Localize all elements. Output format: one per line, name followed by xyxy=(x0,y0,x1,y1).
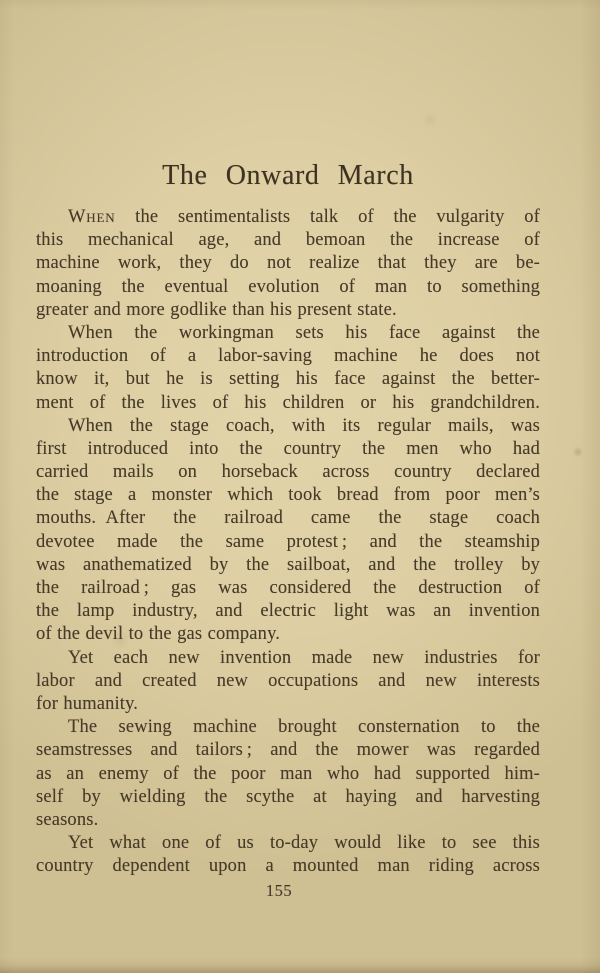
paragraph xyxy=(36,206,540,322)
text-line: the lamp industry, and electric light was an invention xyxy=(36,601,540,622)
text-line: When the workingman sets his face against the xyxy=(68,322,540,343)
paragraph xyxy=(36,322,540,415)
text-line: the railroad ; gas was considered the destruction of xyxy=(36,578,540,598)
text-line: introduction of a labor-saving machine he does not xyxy=(36,346,540,367)
text-line: ment of the lives of his children or his grandchildren. xyxy=(36,392,540,413)
text-line: the stage a monster which took bread from poor men’s xyxy=(36,485,540,506)
page-number: 155 xyxy=(265,881,293,900)
text-line: of the devil to the gas company. xyxy=(36,624,281,645)
lead-word: When xyxy=(68,207,116,227)
body-text xyxy=(36,206,540,878)
text-line: for humanity. xyxy=(36,693,139,714)
text-line: Yet each new invention made new industries for xyxy=(68,647,540,668)
text-line: Yet what one of us to-day would like to see this xyxy=(68,833,540,854)
text-line: as an enemy of the poor man who had supported him- xyxy=(36,763,540,784)
text-line: self by wielding the scythe at haying and harvesting xyxy=(36,786,540,807)
text-line: country dependent upon a mounted man riding across xyxy=(36,856,540,877)
lead-rest: the sentimentalists talk of the vulgarity of xyxy=(115,207,540,227)
text-line: When the stage coach, with its regular mails, was xyxy=(68,415,540,436)
page-title: The Onward March xyxy=(162,160,414,191)
text-line: was anathematized by the sailboat, and the trolley by xyxy=(36,554,540,575)
paragraph xyxy=(36,716,540,832)
text-line xyxy=(36,206,540,229)
text-line: The sewing machine brought consternation to the xyxy=(68,717,540,738)
text-line: greater and more godlike than his present state. xyxy=(36,299,397,320)
text-line: labor and created new occupations and new interests xyxy=(36,670,540,691)
text-line: mouths. After the railroad came the stage coach xyxy=(36,508,540,529)
text-line: carried mails on horseback across country declared xyxy=(36,462,540,483)
paragraph xyxy=(36,647,540,717)
text-line: seamstresses and tailors ; and the mower was regarded xyxy=(36,740,540,761)
paragraph xyxy=(36,832,540,878)
text-line: this mechanical age, and bemoan the increase of xyxy=(36,230,540,251)
paragraph xyxy=(36,415,540,647)
text-line: know it, but he is setting his face against the better- xyxy=(36,369,540,390)
text-line: machine work, they do not realize that they are be- xyxy=(36,253,540,274)
text-line: seasons. xyxy=(36,809,99,830)
text-line: moaning the eventual evolution of man to something xyxy=(36,276,540,297)
text-line: first introduced into the country the men who had xyxy=(36,438,540,459)
text-line: devotee made the same protest ; and the steamship xyxy=(36,531,540,552)
